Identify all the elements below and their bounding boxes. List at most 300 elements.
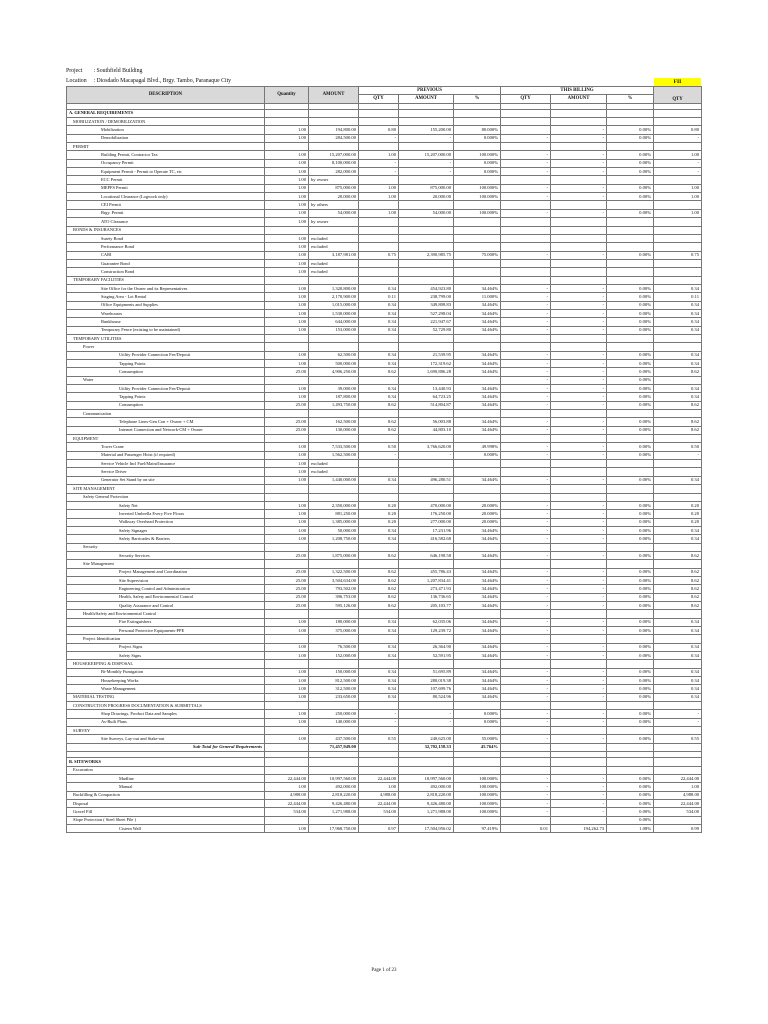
- prev-amount-cell: [399, 343, 454, 351]
- prev-pct-cell: 34.464%: [454, 360, 501, 368]
- this-amount-cell: -: [551, 808, 607, 816]
- this-qty-cell: -: [501, 476, 551, 484]
- prev-pct-cell: [454, 410, 501, 418]
- this-amount-cell: -: [551, 677, 607, 685]
- fii-qty-cell: [654, 259, 702, 267]
- this-pct-cell: [607, 727, 654, 735]
- this-qty-cell: -: [501, 735, 551, 743]
- description-cell: Fire Extinguishers: [67, 618, 265, 626]
- line-item-row: [67, 710, 702, 718]
- quantity-cell: 4,988.00: [265, 791, 309, 799]
- prev-qty-cell: [359, 468, 399, 476]
- prev-pct-cell: 100.000%: [454, 774, 501, 782]
- this-amount-cell: [551, 435, 607, 443]
- quantity-cell: 1.00: [265, 618, 309, 626]
- prev-amount-cell: [399, 226, 454, 234]
- fii-qty-cell: [654, 493, 702, 501]
- prev-amount-cell: 80,524.96: [399, 693, 454, 701]
- location-line: [66, 78, 231, 85]
- description-cell: ATO Clearance: [67, 218, 265, 226]
- this-pct-cell: 0.00%: [607, 668, 654, 676]
- this-amount-cell: [551, 218, 607, 226]
- this-qty-cell: [501, 435, 551, 443]
- this-amount-cell: [551, 610, 607, 618]
- amount-cell: 2,170,900.00: [309, 293, 359, 301]
- this-qty-cell: [501, 234, 551, 242]
- prev-qty-cell: 0.34: [359, 685, 399, 693]
- this-qty-cell: -: [501, 301, 551, 309]
- this-amount-cell: -: [551, 401, 607, 409]
- this-pct-cell: 0.00%: [607, 360, 654, 368]
- this-qty-cell: -: [501, 601, 551, 609]
- fii-qty-cell: 534.00: [654, 808, 702, 816]
- prev-amount-cell: [399, 460, 454, 468]
- line-item-row: [67, 251, 702, 259]
- amount-cell: 437,500.00: [309, 735, 359, 743]
- line-item-row: [67, 824, 702, 832]
- prev-pct-cell: [454, 201, 501, 209]
- description-cell: Waste Management: [67, 685, 265, 693]
- description-cell: Telephone Lines-Gen Con + Owner + CM: [67, 418, 265, 426]
- prev-qty-cell: 8.62: [359, 593, 399, 601]
- quantity-cell: 1.00: [265, 360, 309, 368]
- col-this-amount: AMOUNT: [551, 95, 607, 103]
- this-qty-cell: -: [501, 501, 551, 509]
- prev-qty-cell: [359, 376, 399, 384]
- prev-qty-cell: 22,444.00: [359, 799, 399, 807]
- fii-qty-cell: 0.34: [654, 526, 702, 534]
- description-cell: Locational Clearance (Logwork only): [67, 193, 265, 201]
- fii-qty-cell: -: [654, 168, 702, 176]
- fii-qty-cell: 0.34: [654, 677, 702, 685]
- amount-cell: excluded: [309, 234, 359, 242]
- this-amount-cell: [551, 143, 607, 151]
- quantity-cell: 1.00: [265, 735, 309, 743]
- quantity-cell: 25.00: [265, 576, 309, 584]
- quantity-cell: 22,444.00: [265, 774, 309, 782]
- quantity-cell: 1.00: [265, 134, 309, 142]
- line-item-row: [67, 334, 702, 342]
- line-item-row: [67, 385, 702, 393]
- this-qty-cell: [501, 176, 551, 184]
- description-cell: Safety Signs: [67, 652, 265, 660]
- prev-pct-cell: 20.000%: [454, 501, 501, 509]
- this-qty-cell: -: [501, 401, 551, 409]
- this-amount-cell: -: [551, 710, 607, 718]
- this-amount-cell: -: [551, 601, 607, 609]
- this-pct-cell: [607, 243, 654, 251]
- this-amount-cell: -: [551, 151, 607, 159]
- amount-cell: [309, 410, 359, 418]
- quantity-cell: 1.00: [265, 201, 309, 209]
- fii-qty-cell: [654, 201, 702, 209]
- fii-qty-cell: 0.34: [654, 301, 702, 309]
- this-pct-cell: 0.00%: [607, 401, 654, 409]
- description-cell: Building Permit, Contractor Tax: [67, 151, 265, 159]
- amount-cell: excluded: [309, 268, 359, 276]
- prev-pct-cell: 34.464%: [454, 677, 501, 685]
- description-cell: Walkway Overhead Protection: [67, 518, 265, 526]
- prev-pct-cell: 34.464%: [454, 693, 501, 701]
- prev-pct-cell: 34.464%: [454, 627, 501, 635]
- quantity-cell: 1.00: [265, 318, 309, 326]
- this-pct-cell: 0.00%: [607, 126, 654, 134]
- fii-qty-cell: [654, 109, 702, 117]
- prev-qty-cell: [359, 460, 399, 468]
- this-qty-cell: [501, 610, 551, 618]
- quantity-cell: 1.00: [265, 526, 309, 534]
- this-pct-cell: [607, 660, 654, 668]
- empty-cell: [359, 743, 399, 751]
- line-item-row: [67, 543, 702, 551]
- amount-cell: 194,800.00: [309, 126, 359, 134]
- this-amount-cell: -: [551, 643, 607, 651]
- this-qty-cell: -: [501, 618, 551, 626]
- fii-qty-cell: [654, 226, 702, 234]
- line-item-row: [67, 443, 702, 451]
- description-cell: Project Signs: [67, 643, 265, 651]
- this-amount-cell: [551, 176, 607, 184]
- fii-qty-cell: 0.34: [654, 360, 702, 368]
- this-qty-cell: -: [501, 351, 551, 359]
- project-line: [66, 68, 142, 75]
- this-amount-cell: -: [551, 791, 607, 799]
- fii-qty-cell: 1.00: [654, 193, 702, 201]
- quantity-cell: [265, 118, 309, 126]
- prev-qty-cell: 0.55: [359, 735, 399, 743]
- this-amount-cell: -: [551, 735, 607, 743]
- this-amount-cell: -: [551, 301, 607, 309]
- description-cell: Safety General Protection: [67, 493, 265, 501]
- this-qty-cell: -: [501, 293, 551, 301]
- description-cell: Gravel Fill: [67, 808, 265, 816]
- prev-amount-cell: [399, 118, 454, 126]
- quantity-cell: 1.00: [265, 251, 309, 259]
- this-qty-cell: -: [501, 193, 551, 201]
- this-amount-cell: -: [551, 193, 607, 201]
- this-pct-cell: 0.00%: [607, 309, 654, 317]
- prev-qty-cell: 1.00: [359, 184, 399, 192]
- prev-qty-cell: 534.00: [359, 808, 399, 816]
- fii-qty-cell: 0.34: [654, 618, 702, 626]
- prev-amount-cell: 277,000.00: [399, 518, 454, 526]
- description-cell: Warehouses: [67, 309, 265, 317]
- prev-amount-cell: 51,695.89: [399, 668, 454, 676]
- fii-qty-cell: 0.20: [654, 510, 702, 518]
- prev-amount-cell: 273,471.93: [399, 585, 454, 593]
- description-cell: Engineering Control and Administration: [67, 585, 265, 593]
- prev-pct-cell: 0.000%: [454, 718, 501, 726]
- this-qty-cell: -: [501, 627, 551, 635]
- col-this-pct: %: [607, 95, 654, 103]
- prev-amount-cell: 129,239.72: [399, 627, 454, 635]
- amount-cell: 881,250.00: [309, 510, 359, 518]
- line-item-row: [67, 259, 702, 267]
- this-qty-cell: -: [501, 593, 551, 601]
- this-pct-cell: [607, 343, 654, 351]
- this-qty-cell: -: [501, 151, 551, 159]
- empty-cell: [607, 743, 654, 751]
- this-qty-cell: -: [501, 774, 551, 782]
- line-item-row: [67, 576, 702, 584]
- this-amount-cell: -: [551, 718, 607, 726]
- this-qty-cell: -: [501, 168, 551, 176]
- this-qty-cell: -: [501, 159, 551, 167]
- fii-qty-cell: 0.34: [654, 668, 702, 676]
- amount-cell: [309, 543, 359, 551]
- fii-qty-cell: [654, 635, 702, 643]
- this-pct-cell: 0.00%: [607, 783, 654, 791]
- amount-cell: 396,753.00: [309, 593, 359, 601]
- prev-pct-cell: [454, 610, 501, 618]
- prev-pct-cell: [454, 143, 501, 151]
- description-cell: Power: [67, 343, 265, 351]
- this-qty-cell: [501, 126, 551, 134]
- this-amount-cell: -: [551, 351, 607, 359]
- fii-qty-cell: [654, 560, 702, 568]
- prev-amount-cell: -: [399, 718, 454, 726]
- line-item-row: [67, 601, 702, 609]
- quantity-cell: 22,444.00: [265, 799, 309, 807]
- quantity-cell: 25.00: [265, 368, 309, 376]
- amount-cell: 3,187,981.00: [309, 251, 359, 259]
- this-amount-cell: -: [551, 451, 607, 459]
- description-cell: CARI: [67, 251, 265, 259]
- quantity-cell: [265, 610, 309, 618]
- this-amount-cell: -: [551, 535, 607, 543]
- quantity-cell: 1.00: [265, 284, 309, 292]
- fii-qty-cell: [654, 460, 702, 468]
- amount-cell: excluded: [309, 259, 359, 267]
- line-item-row: [67, 791, 702, 799]
- section-row: [67, 109, 702, 117]
- prev-amount-cell: 52,591.95: [399, 652, 454, 660]
- quantity-cell: 1.00: [265, 685, 309, 693]
- this-qty-cell: -: [501, 518, 551, 526]
- quantity-cell: 25.00: [265, 568, 309, 576]
- prev-amount-cell: 17,504,956.02: [399, 824, 454, 832]
- prev-qty-cell: [359, 334, 399, 342]
- line-item-row: [67, 568, 702, 576]
- line-item-row: [67, 799, 702, 807]
- this-amount-cell: -: [551, 510, 607, 518]
- fii-qty-cell: 8.62: [654, 568, 702, 576]
- prev-amount-cell: 2,390,985.75: [399, 251, 454, 259]
- this-pct-cell: 0.00%: [607, 618, 654, 626]
- line-item-row: [67, 184, 702, 192]
- prev-amount-cell: [399, 268, 454, 276]
- this-amount-cell: [551, 560, 607, 568]
- this-pct-cell: 0.00%: [607, 284, 654, 292]
- fii-qty-cell: [654, 435, 702, 443]
- line-item-row: [67, 410, 702, 418]
- prev-qty-cell: 0.34: [359, 677, 399, 685]
- prev-pct-cell: 80.000%: [454, 126, 501, 134]
- line-item-row: [67, 501, 702, 509]
- prev-amount-cell: 875,000.00: [399, 184, 454, 192]
- line-item-row: [67, 268, 702, 276]
- line-item-row: [67, 585, 702, 593]
- amount-cell: 20,000.00: [309, 193, 359, 201]
- prev-pct-cell: 100.000%: [454, 209, 501, 217]
- billing-table: [66, 86, 702, 833]
- this-qty-cell: -: [501, 393, 551, 401]
- quantity-cell: 1.00: [265, 627, 309, 635]
- prev-pct-cell: [454, 343, 501, 351]
- this-qty-cell: -: [501, 426, 551, 434]
- this-amount-cell: -: [551, 385, 607, 393]
- description-cell: Demobilization: [67, 134, 265, 142]
- line-item-row: [67, 668, 702, 676]
- amount-cell: 50,000.00: [309, 526, 359, 534]
- prev-amount-cell: 1,271,988.00: [399, 808, 454, 816]
- quantity-cell: 1.00: [265, 535, 309, 543]
- this-amount-cell: [551, 766, 607, 774]
- prev-pct-cell: 34.464%: [454, 585, 501, 593]
- quantity-cell: [265, 435, 309, 443]
- prev-pct-cell: [454, 660, 501, 668]
- quantity-cell: 1.00: [265, 518, 309, 526]
- quantity-cell: [265, 635, 309, 643]
- this-amount-cell: -: [551, 568, 607, 576]
- prev-qty-cell: 8.62: [359, 368, 399, 376]
- this-pct-cell: [607, 460, 654, 468]
- prev-qty-cell: [359, 259, 399, 267]
- prev-qty-cell: [359, 268, 399, 276]
- prev-qty-cell: 0.34: [359, 318, 399, 326]
- fii-qty-cell: 0.34: [654, 393, 702, 401]
- this-qty-cell: -: [501, 418, 551, 426]
- amount-cell: 15,207,000.00: [309, 151, 359, 159]
- amount-cell: [309, 493, 359, 501]
- fii-qty-cell: 8.62: [654, 401, 702, 409]
- description-cell: Bunkhouse: [67, 318, 265, 326]
- prev-qty-cell: 0.80: [359, 126, 399, 134]
- line-item-row: [67, 510, 702, 518]
- prev-pct-cell: 100.000%: [454, 151, 501, 159]
- prev-qty-cell: [359, 118, 399, 126]
- this-qty-cell: [501, 276, 551, 284]
- fii-qty-cell: [654, 276, 702, 284]
- this-qty-cell: -: [501, 385, 551, 393]
- prev-amount-cell: 176,250.00: [399, 510, 454, 518]
- this-amount-cell: [551, 493, 607, 501]
- quantity-cell: [265, 343, 309, 351]
- this-qty-cell: -: [501, 184, 551, 192]
- prev-amount-cell: 240,625.00: [399, 735, 454, 743]
- this-pct-cell: 0.00%: [607, 551, 654, 559]
- this-qty-cell: [501, 543, 551, 551]
- fii-qty-cell: 0.34: [654, 652, 702, 660]
- prev-amount-cell: [399, 109, 454, 117]
- fii-qty-cell: 0.34: [654, 643, 702, 651]
- fii-qty-cell: [654, 218, 702, 226]
- this-amount-cell: [551, 259, 607, 267]
- this-qty-cell: -: [501, 576, 551, 584]
- empty-cell: [551, 743, 607, 751]
- quantity-cell: 1.00: [265, 643, 309, 651]
- line-item-row: [67, 126, 702, 134]
- amount-cell: [309, 610, 359, 618]
- line-item-row: [67, 376, 702, 384]
- col-fii-qty: QTY: [654, 87, 702, 104]
- this-qty-cell: -: [501, 526, 551, 534]
- prev-pct-cell: [454, 816, 501, 824]
- quantity-cell: 1.00: [265, 677, 309, 685]
- prev-amount-cell: 221,947.67: [399, 318, 454, 326]
- prev-amount-cell: [399, 410, 454, 418]
- this-qty-cell: [501, 226, 551, 234]
- prev-pct-cell: 34.464%: [454, 368, 501, 376]
- prev-pct-cell: [454, 218, 501, 226]
- this-amount-cell: -: [551, 251, 607, 259]
- amount-cell: [309, 660, 359, 668]
- amount-cell: 9,426,480.00: [309, 799, 359, 807]
- prev-amount-cell: [399, 176, 454, 184]
- prev-pct-cell: 34.464%: [454, 576, 501, 584]
- fii-qty-cell: 0.11: [654, 293, 702, 301]
- fii-qty-cell: [654, 468, 702, 476]
- description-cell: CEI Permit: [67, 201, 265, 209]
- prev-pct-cell: 34.464%: [454, 476, 501, 484]
- quantity-cell: 1.00: [265, 151, 309, 159]
- line-item-row: [67, 343, 702, 351]
- prev-pct-cell: [454, 635, 501, 643]
- prev-qty-cell: 0.34: [359, 326, 399, 334]
- description-cell: Housekeeping Works: [67, 677, 265, 685]
- prev-amount-cell: [399, 816, 454, 824]
- description-cell: Personal Protective Equipments-PPE: [67, 627, 265, 635]
- line-item-row: [67, 201, 702, 209]
- this-amount-cell: -: [551, 685, 607, 693]
- prev-amount-cell: 514,804.87: [399, 401, 454, 409]
- line-item-row: [67, 808, 702, 816]
- prev-qty-cell: [359, 560, 399, 568]
- fii-qty-cell: 0.34: [654, 627, 702, 635]
- prev-pct-cell: 0.000%: [454, 710, 501, 718]
- prev-pct-cell: 34.464%: [454, 601, 501, 609]
- amount-cell: 1,440,000.00: [309, 476, 359, 484]
- quantity-cell: [265, 560, 309, 568]
- this-qty-cell: [501, 268, 551, 276]
- line-item-row: [67, 551, 702, 559]
- description-cell: Consumption: [67, 401, 265, 409]
- line-item-row: [67, 451, 702, 459]
- description-cell: SITE MANAGEMENT: [67, 485, 265, 493]
- amount-cell: 2,818,220.00: [309, 791, 359, 799]
- fii-qty-cell: [654, 410, 702, 418]
- line-item-row: [67, 493, 702, 501]
- this-amount-cell: [551, 226, 607, 234]
- this-amount-cell: [551, 758, 607, 766]
- description-cell: EQUIPMENT: [67, 435, 265, 443]
- prev-amount-cell: 2,818,220.00: [399, 791, 454, 799]
- prev-amount-cell: [399, 758, 454, 766]
- this-pct-cell: [607, 276, 654, 284]
- quantity-cell: 534.00: [265, 808, 309, 816]
- fii-qty-cell: 0.34: [654, 326, 702, 334]
- quantity-cell: 1.00: [265, 193, 309, 201]
- prev-qty-cell: [359, 218, 399, 226]
- description-cell: Material and Passenger Hoist (if required): [67, 451, 265, 459]
- amount-cell: 140,000.00: [309, 718, 359, 726]
- fii-qty-cell: 1.00: [654, 184, 702, 192]
- prev-amount-cell: -: [399, 451, 454, 459]
- amount-cell: 375,000.00: [309, 627, 359, 635]
- description-cell: Service Vehicle Incl Fuel/Maint/Insurance: [67, 460, 265, 468]
- line-item-row: [67, 143, 702, 151]
- this-pct-cell: 0.00%: [607, 627, 654, 635]
